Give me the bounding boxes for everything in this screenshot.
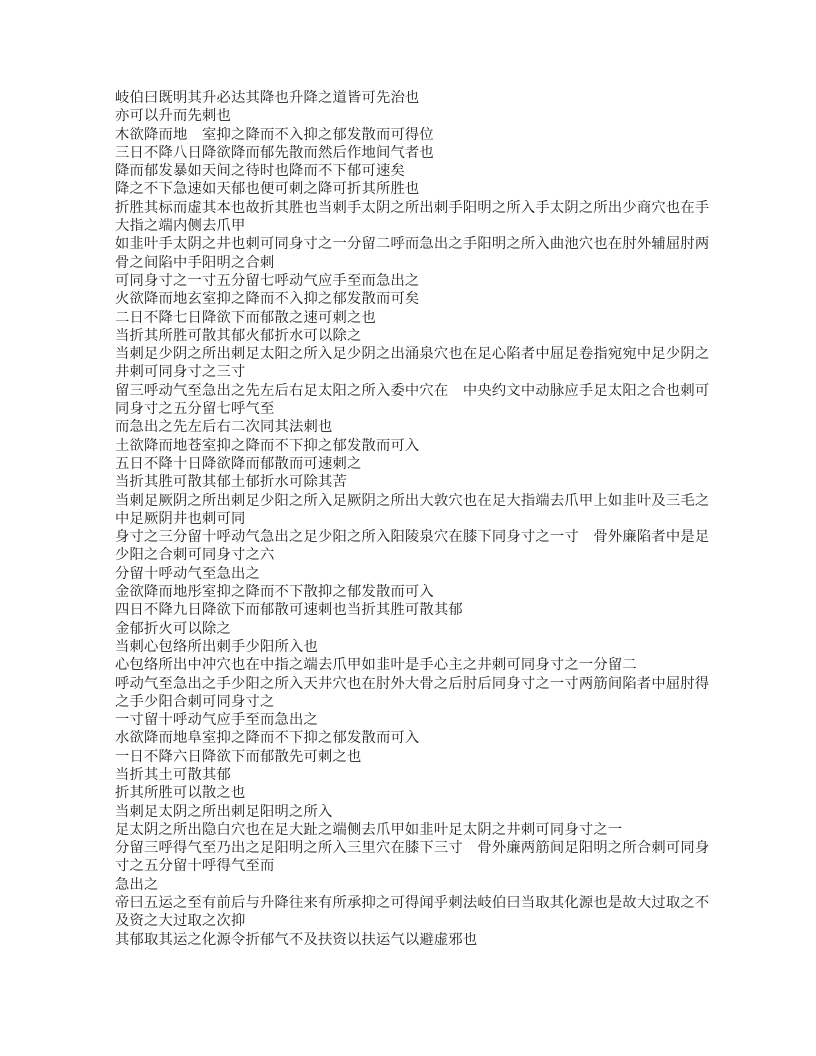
text-line: 如韭叶手太阴之井也刺可同身寸之一分留二呼而急出之手阳明之所入曲池穴也在肘外辅屈肘两 xyxy=(115,236,710,253)
text-line: 水欲降而地阜室抑之降而不下抑之郁发散而可入 xyxy=(115,730,420,747)
text-line: 足太阴之所出隐白穴也在足大趾之端侧去爪甲如韭叶足太阴之井刺可同身寸之一 xyxy=(115,821,623,838)
text-line: 身寸之三分留十呼动气急出之足少阳之所入阳陵泉穴在膝下同身寸之一寸 骨外廉陷者中是足 xyxy=(115,529,710,546)
text-line: 当刺心包络所出刺手少阳所入也 xyxy=(115,638,318,655)
text-line: 帝曰五运之至有前后与升降往来有所承抑之可得闻乎刺法岐伯曰当取其化源也是故大过取之不 xyxy=(115,895,710,912)
text-line: 折其所胜可以散之也 xyxy=(115,785,246,802)
text-line: 分留十呼动气至急出之 xyxy=(115,565,260,582)
text-line: 分留三呼得气至乃出之足阳明之所入三里穴在膝下三寸 骨外廉两筋间足阳明之所合刺可同身 xyxy=(115,840,710,857)
text-line: 之手少阳合刺可同身寸之 xyxy=(115,693,275,710)
text-line: 火欲降而地玄室抑之降而不入抑之郁发散而可矣 xyxy=(115,291,420,308)
text-line: 一寸留十呼动气应手至而急出之 xyxy=(115,712,318,729)
text-line: 三日不降八日降欲降而郁先散而然后作地间气者也 xyxy=(115,144,434,161)
text-line: 当刺足少阴之所出刺足太阳之所入足少阴之出涌泉穴也在足心陷者中屈足卷指宛宛中足少阴之 xyxy=(115,346,710,363)
text-line: 同身寸之五分留七呼气至 xyxy=(115,401,275,418)
text-line: 大指之端内侧去爪甲 xyxy=(115,218,246,235)
text-line: 少阳之合刺可同身寸之六 xyxy=(115,547,275,564)
text-line: 二日不降七日降欲下而郁散之速可刺之也 xyxy=(115,309,376,326)
text-line: 及资之大过取之次抑 xyxy=(115,913,246,930)
text-line: 降之不下急速如天郁也便可刺之降可折其所胜也 xyxy=(115,181,420,198)
text-line: 当折其所胜可散其郁火郁折水可以除之 xyxy=(115,327,362,344)
text-line: 当折其土可散其郁 xyxy=(115,766,231,783)
text-line: 四日不降九日降欲下而郁散可速刺也当折其胜可散其郁 xyxy=(115,602,463,619)
text-line: 岐伯曰既明其升必达其降也升降之道皆可先治也 xyxy=(115,90,420,106)
text-line: 当刺足厥阴之所出刺足少阳之所入足厥阴之所出大敦穴也在足大指端去爪甲上如韭叶及三毛之 xyxy=(115,492,710,509)
text-line: 当折其胜可散其郁土郁折水可除其苦 xyxy=(115,474,347,491)
text-line: 而急出之先左后右二次同其法刺也 xyxy=(115,419,333,436)
text-line: 心包络所出中冲穴也在中指之端去爪甲如韭叶是手心主之井刺可同身寸之一分留二 xyxy=(115,657,637,674)
text-line: 五日不降十日降欲降而郁散而可速刺之 xyxy=(115,455,362,472)
text-line: 中足厥阴井也刺可同 xyxy=(115,510,246,527)
document-body xyxy=(115,89,775,949)
text-line: 降而郁发暴如天间之待时也降而不下郁可速矣 xyxy=(115,163,405,180)
text-line: 当刺足太阴之所出刺足阳明之所入 xyxy=(115,803,333,820)
text-line: 井刺可同身寸之三寸 xyxy=(115,364,246,381)
text-line: 木欲降而地 室抑之降而不入抑之郁发散而可得位 xyxy=(115,126,434,143)
text-line: 留三呼动气至急出之先左后右足太阳之所入委中穴在 中央约文中动脉应手足太阳之合也刺可 xyxy=(115,382,710,399)
text-line: 可同身寸之一寸五分留七呼动气应手至而急出之 xyxy=(115,272,420,289)
text-line: 呼动气至急出之手少阳之所入天井穴也在肘外大骨之后肘后同身寸之一寸两筋间陷者中屈肘得 xyxy=(115,675,710,692)
text-line: 土欲降而地苍室抑之降而不下抑之郁发散而可入 xyxy=(115,437,420,454)
text-line: 折胜其标而虚其本也故折其胜也当刺手太阴之所出刺手阳明之所入手太阴之所出少商穴也在手 xyxy=(115,199,710,216)
text-line: 金欲降而地彤室抑之降而不下散抑之郁发散而可入 xyxy=(115,584,434,601)
text-line: 急出之 xyxy=(115,876,159,893)
text-line: 金郁折火可以除之 xyxy=(115,620,231,637)
text-line: 其郁取其运之化源令折郁气不及扶资以扶运气以避虚邪也 xyxy=(115,931,478,948)
text-line: 一日不降六日降欲下而郁散先可刺之也 xyxy=(115,748,362,765)
text-line: 骨之间陷中手阳明之合刺 xyxy=(115,254,275,271)
text-line: 亦可以升而先刺也 xyxy=(115,108,231,125)
text-line: 寸之五分留十呼得气至而 xyxy=(115,858,275,875)
